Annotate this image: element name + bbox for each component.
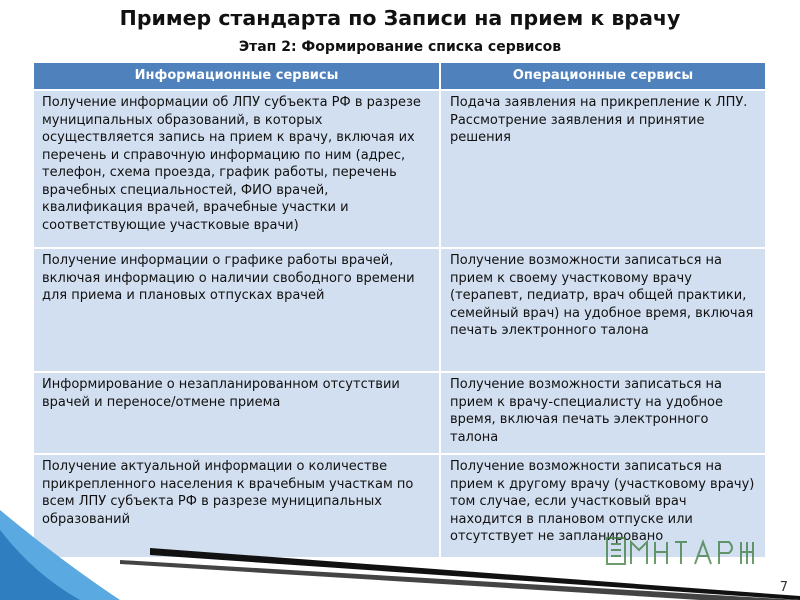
table-row [34,90,765,248]
watermark-logo-icon [603,530,763,574]
operational-service-cell: Получение возможности записаться на прием к врачу-специалисту на удобное время, включая печать электронного талона [440,372,765,454]
table-row [34,248,765,372]
info-service-cell: Информирование о незапланированном отсутствии врачей и переносе/отмене приема [34,372,440,454]
info-service-cell: Получение актуальной информации о количестве прикрепленного населения к врачебным участкам по всем ЛПУ субъекта РФ в разрезе муниципальных образований [34,454,440,558]
info-service-cell: Получение информации об ЛПУ субъекта РФ в разрезе муниципальных образований, в которых осуществляется запись на прием к врачу, включая их перечень и справочную информацию по ним (адрес, телефон, схема проезда, график работы, перечень врачебных специальностей, ФИО врачей, квалификация врачей, врачебные участки и соответствующие участковые врачи) [34,90,440,248]
slide-title: Пример стандарта по Записи на прием к врачу [119,6,681,30]
slide-subtitle: Этап 2: Формирование списка сервисов [238,39,562,55]
operational-service-cell: Получение возможности записаться на прием к своему участковому врачу (терапевт, педиатр, врач общей практики, семейный врач) на удобное время, включая печать электронного талона [440,248,765,372]
services-table [34,63,765,559]
table-row [34,372,765,454]
page-number: 7 [779,580,788,595]
operational-service-cell: Получение возможности записаться на прием к другому врачу (участковому врачу) том случае, если участковый врач находится в плановом отпуске или отсутствует не запланировано [440,454,765,558]
operational-service-cell: Подача заявления на прикрепление к ЛПУ. Рассмотрение заявления и принятие решения [440,90,765,248]
header-operational-services: Операционные сервисы [440,63,765,90]
header-info-services: Информационные сервисы [34,63,440,90]
info-service-cell: Получение информации о графике работы врачей, включая информацию о наличии свободного времени для приема и плановых отпусках врачей [34,248,440,372]
table-header-row [34,63,765,90]
